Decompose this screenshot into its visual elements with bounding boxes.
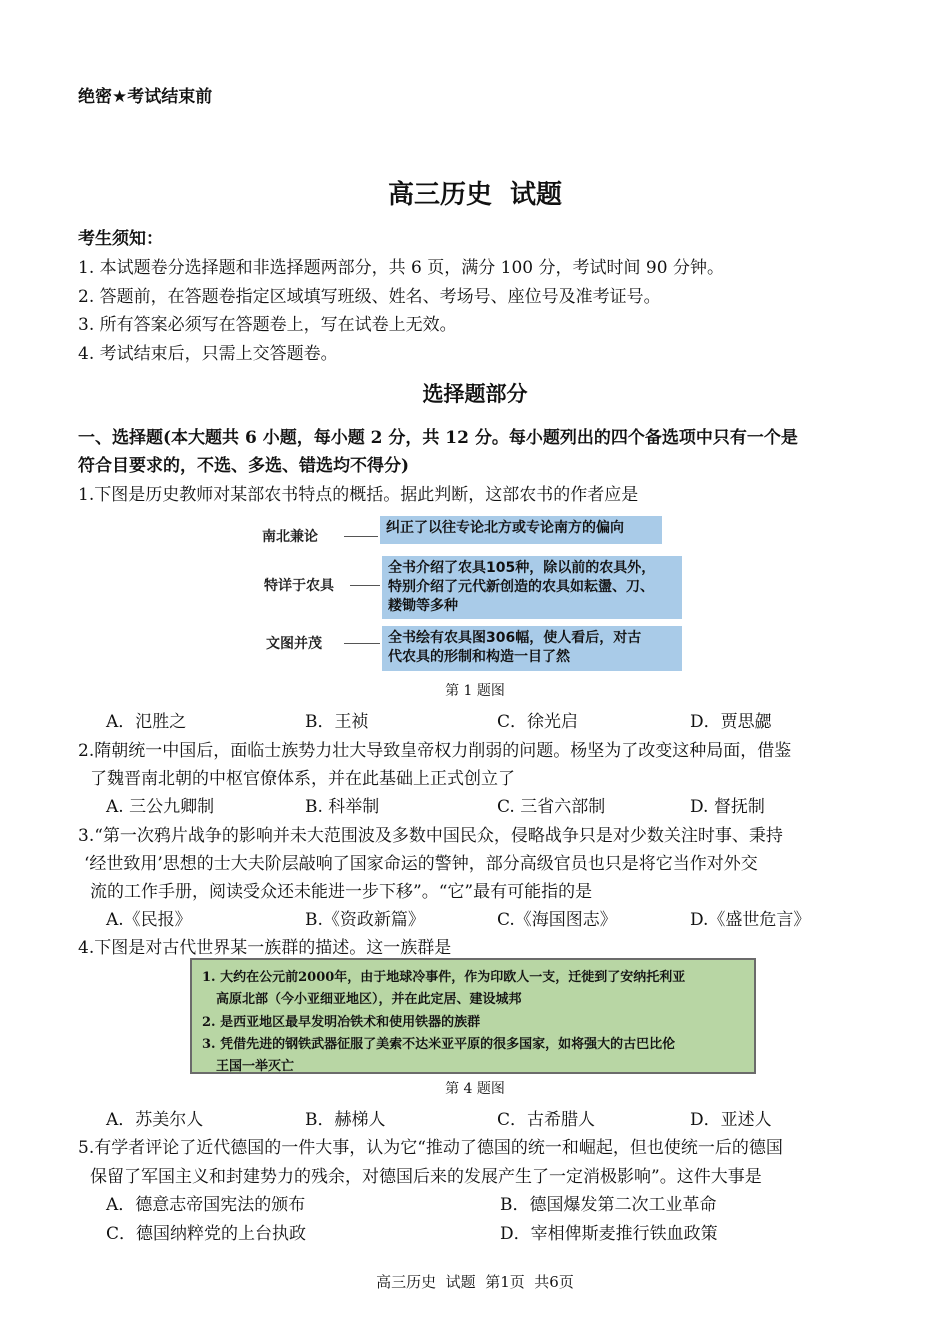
figure-1-caption: 第 1 题图 xyxy=(445,683,505,699)
notice-heading: 考生须知： xyxy=(78,229,163,249)
connector-line xyxy=(350,585,380,586)
option-b[interactable]: B. 科举制 xyxy=(305,797,380,817)
figure-1-label: 特详于农具 xyxy=(264,578,334,594)
question-3-stem: ‘经世致用’思想的士大夫阶层敲响了国家命运的警钟，部分高级官员也只是将它当作对外交 xyxy=(84,854,758,874)
notice-item: 4. 考试结束后，只需上交答题卷。 xyxy=(78,344,338,364)
figure-1-label: 文图并茂 xyxy=(266,636,322,652)
figure-4-line: 1. 大约在公元前2000年，由于地球冷事件，作为印欧人一支，迁徙到了安纳托利亚 xyxy=(202,970,686,985)
option-d[interactable]: D.《盛世危言》 xyxy=(690,910,811,930)
figure-4-line: 3. 凭借先进的钢铁武器征服了美索不达米亚平原的很多国家，如将强大的古巴比伦 xyxy=(202,1037,676,1052)
question-3-stem: 3.“第一次鸦片战争的影响并未大范围波及多数中国民众，侵略战争只是对少数关注时事、秉持 xyxy=(78,826,783,846)
question-4-figure xyxy=(190,958,756,1074)
question-3-stem: 流的工作手册，阅读受众还未能进一步下移”。“它”最有可能指的是 xyxy=(90,882,593,902)
option-c[interactable]: C．古希腊人 xyxy=(497,1110,596,1130)
question-2-stem: 了魏晋南北朝的中枢官僚体系，并在此基础上正式创立了 xyxy=(90,769,515,789)
notice-item: 1. 本试题卷分选择题和非选择题两部分，共 6 页，满分 100 分，考试时间 90 分钟。 xyxy=(78,258,724,278)
option-d[interactable]: D．宰相俾斯麦推行铁血政策 xyxy=(500,1224,718,1244)
figure-1-box: 全书绘有农具图306幅，使人看后，对古 代农具的形制和构造一目了然 xyxy=(382,626,682,671)
connector-line xyxy=(344,536,378,537)
connector-line xyxy=(344,643,380,644)
figure-1-box: 纠正了以往专论北方或专论南方的偏向 xyxy=(380,516,662,544)
option-d[interactable]: D．亚述人 xyxy=(690,1110,772,1130)
figure-4-line: 王国一举灭亡 xyxy=(216,1059,295,1074)
option-a[interactable]: A. 三公九卿制 xyxy=(106,797,215,817)
option-d[interactable]: D. 督抚制 xyxy=(690,797,765,817)
figure-4-line: 2. 是西亚地区最早发明冶铁术和使用铁器的族群 xyxy=(202,1015,481,1030)
question-4-stem: 4.下图是对古代世界某一族群的描述。这一族群是 xyxy=(78,938,452,958)
option-b[interactable]: B．赫梯人 xyxy=(305,1110,386,1130)
question-5-stem: 保留了军国主义和封建势力的残余，对德国后来的发展产生了一定消极影响”。这件大事是 xyxy=(90,1167,762,1187)
option-b[interactable]: B.《资政新篇》 xyxy=(305,910,425,930)
part-one-instructions: 符合目要求的，不选、多选、错选均不得分) xyxy=(78,456,410,476)
section-title: 选择题部分 xyxy=(422,381,528,406)
option-a[interactable]: A.《民报》 xyxy=(106,910,192,930)
figure-1-label: 南北兼论 xyxy=(262,529,318,545)
question-2-stem: 2.隋朝统一中国后，面临士族势力壮大导致皇帝权力削弱的问题。杨坚为了改变这种局面，借鉴 xyxy=(78,741,792,761)
option-c[interactable]: C．德国纳粹党的上台执政 xyxy=(106,1224,307,1244)
option-c[interactable]: C.《海国图志》 xyxy=(497,910,617,930)
part-one-instructions: 一、选择题(本大题共 6 小题，每小题 2 分，共 12 分。每小题列出的四个备选项中只有一个是 xyxy=(78,428,798,448)
confidential-label: 绝密★考试结束前 xyxy=(78,87,213,107)
option-a[interactable]: A．苏美尔人 xyxy=(106,1110,204,1130)
figure-1-box: 全书介绍了农具105种，除以前的农具外， 特别介绍了元代新创造的农具如耘盪、刀、 耧锄等多种 xyxy=(382,556,682,619)
notice-item: 3. 所有答案必须写在答题卷上，写在试卷上无效。 xyxy=(78,315,457,335)
option-c[interactable]: C．徐光启 xyxy=(497,712,579,732)
question-1-stem: 1.下图是历史教师对某部农书特点的概括。据此判断，这部农书的作者应是 xyxy=(78,485,639,505)
option-c[interactable]: C. 三省六部制 xyxy=(497,797,606,817)
figure-4-line: 高原北部（今小亚细亚地区），并在此定居、建设城邦 xyxy=(216,992,522,1007)
option-a[interactable]: A．德意志帝国宪法的颁布 xyxy=(106,1195,306,1215)
option-b[interactable]: B．德国爆发第二次工业革命 xyxy=(500,1195,717,1215)
page-title: 高三历史 试题 xyxy=(387,180,563,210)
option-a[interactable]: A．氾胜之 xyxy=(106,712,187,732)
page-footer: 高三历史 试题 第1页 共6页 xyxy=(376,1273,574,1291)
figure-4-caption: 第 4 题图 xyxy=(445,1081,505,1097)
question-5-stem: 5.有学者评论了近代德国的一件大事，认为它“推动了德国的统一和崛起，但也使统一后的德国 xyxy=(78,1138,783,1158)
option-b[interactable]: B．王祯 xyxy=(305,712,369,732)
notice-item: 2. 答题前，在答题卷指定区域填写班级、姓名、考场号、座位号及准考证号。 xyxy=(78,287,661,307)
option-d[interactable]: D．贾思勰 xyxy=(690,712,772,732)
